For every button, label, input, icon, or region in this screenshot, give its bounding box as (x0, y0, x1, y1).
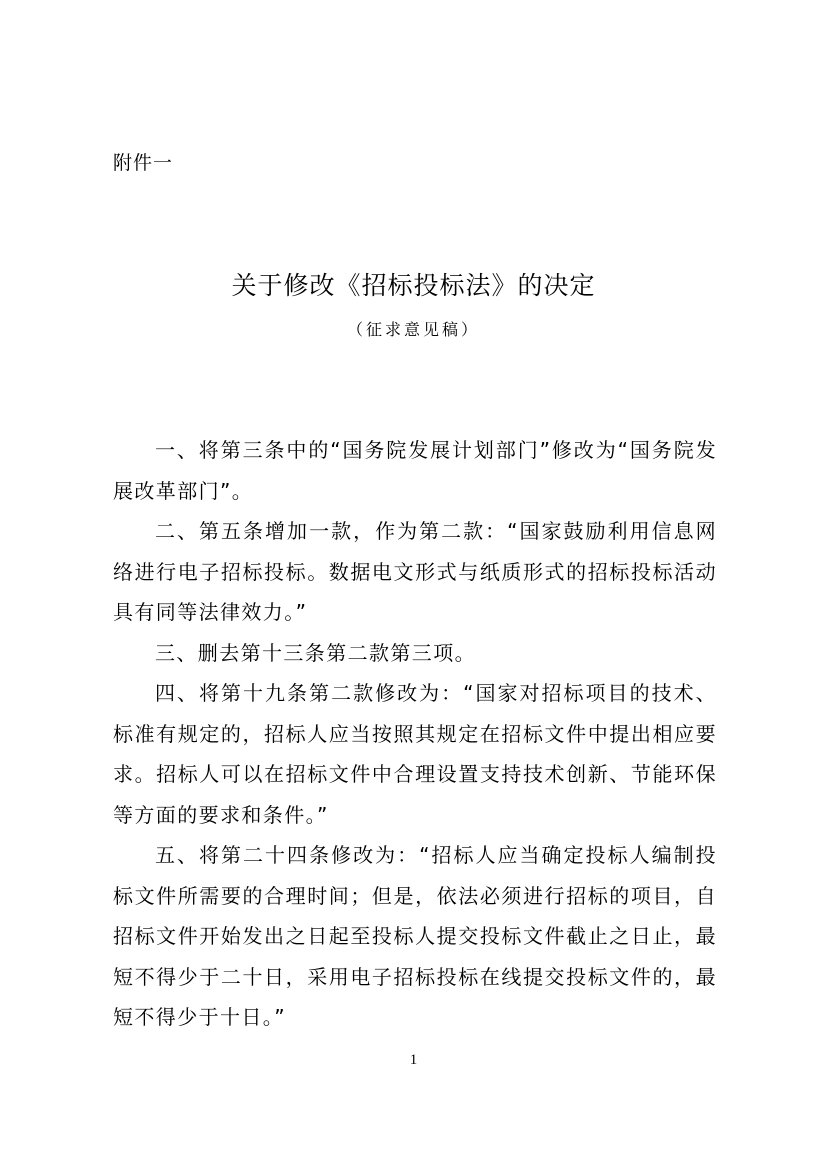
page-number: 1 (409, 1052, 418, 1068)
paragraph-3: 三、删去第十三条第二款第三项。 (155, 640, 476, 665)
paragraph-2: 二、第五条增加一款，作为第二款：“国家鼓励利用信息网络进行电子招标投标。数据电文形式与纸质形式的招标投标活动具有同等法律效力。” (113, 519, 717, 624)
paragraph-1: 一、将第三条中的“国务院发展计划部门”修改为“国务院发展改革部门”。 (113, 438, 717, 503)
document-subtitle: （征求意见稿） (346, 320, 480, 339)
attachment-label: 附件一 (113, 152, 174, 174)
document-title: 关于修改《招标投标法》的决定 (231, 271, 596, 300)
document-body (113, 430, 717, 1038)
paragraph-5: 五、将第二十四条修改为：“招标人应当确定投标人编制投标文件所需要的合理时间；但是，依法必须进行招标的项目，自招标文件开始发出之日起至投标人提交投标文件截止之日止，最短不得少于二十日，采用电子招标投标在线提交投标文件的，最短不得少于十日。” (113, 843, 717, 1029)
paragraph-4: 四、将第十九条第二款修改为：“国家对招标项目的技术、标准有规定的，招标人应当按照其规定在招标文件中提出相应要求。招标人可以在招标文件中合理设置支持技术创新、节能环保等方面的要求和条件。” (113, 681, 717, 827)
